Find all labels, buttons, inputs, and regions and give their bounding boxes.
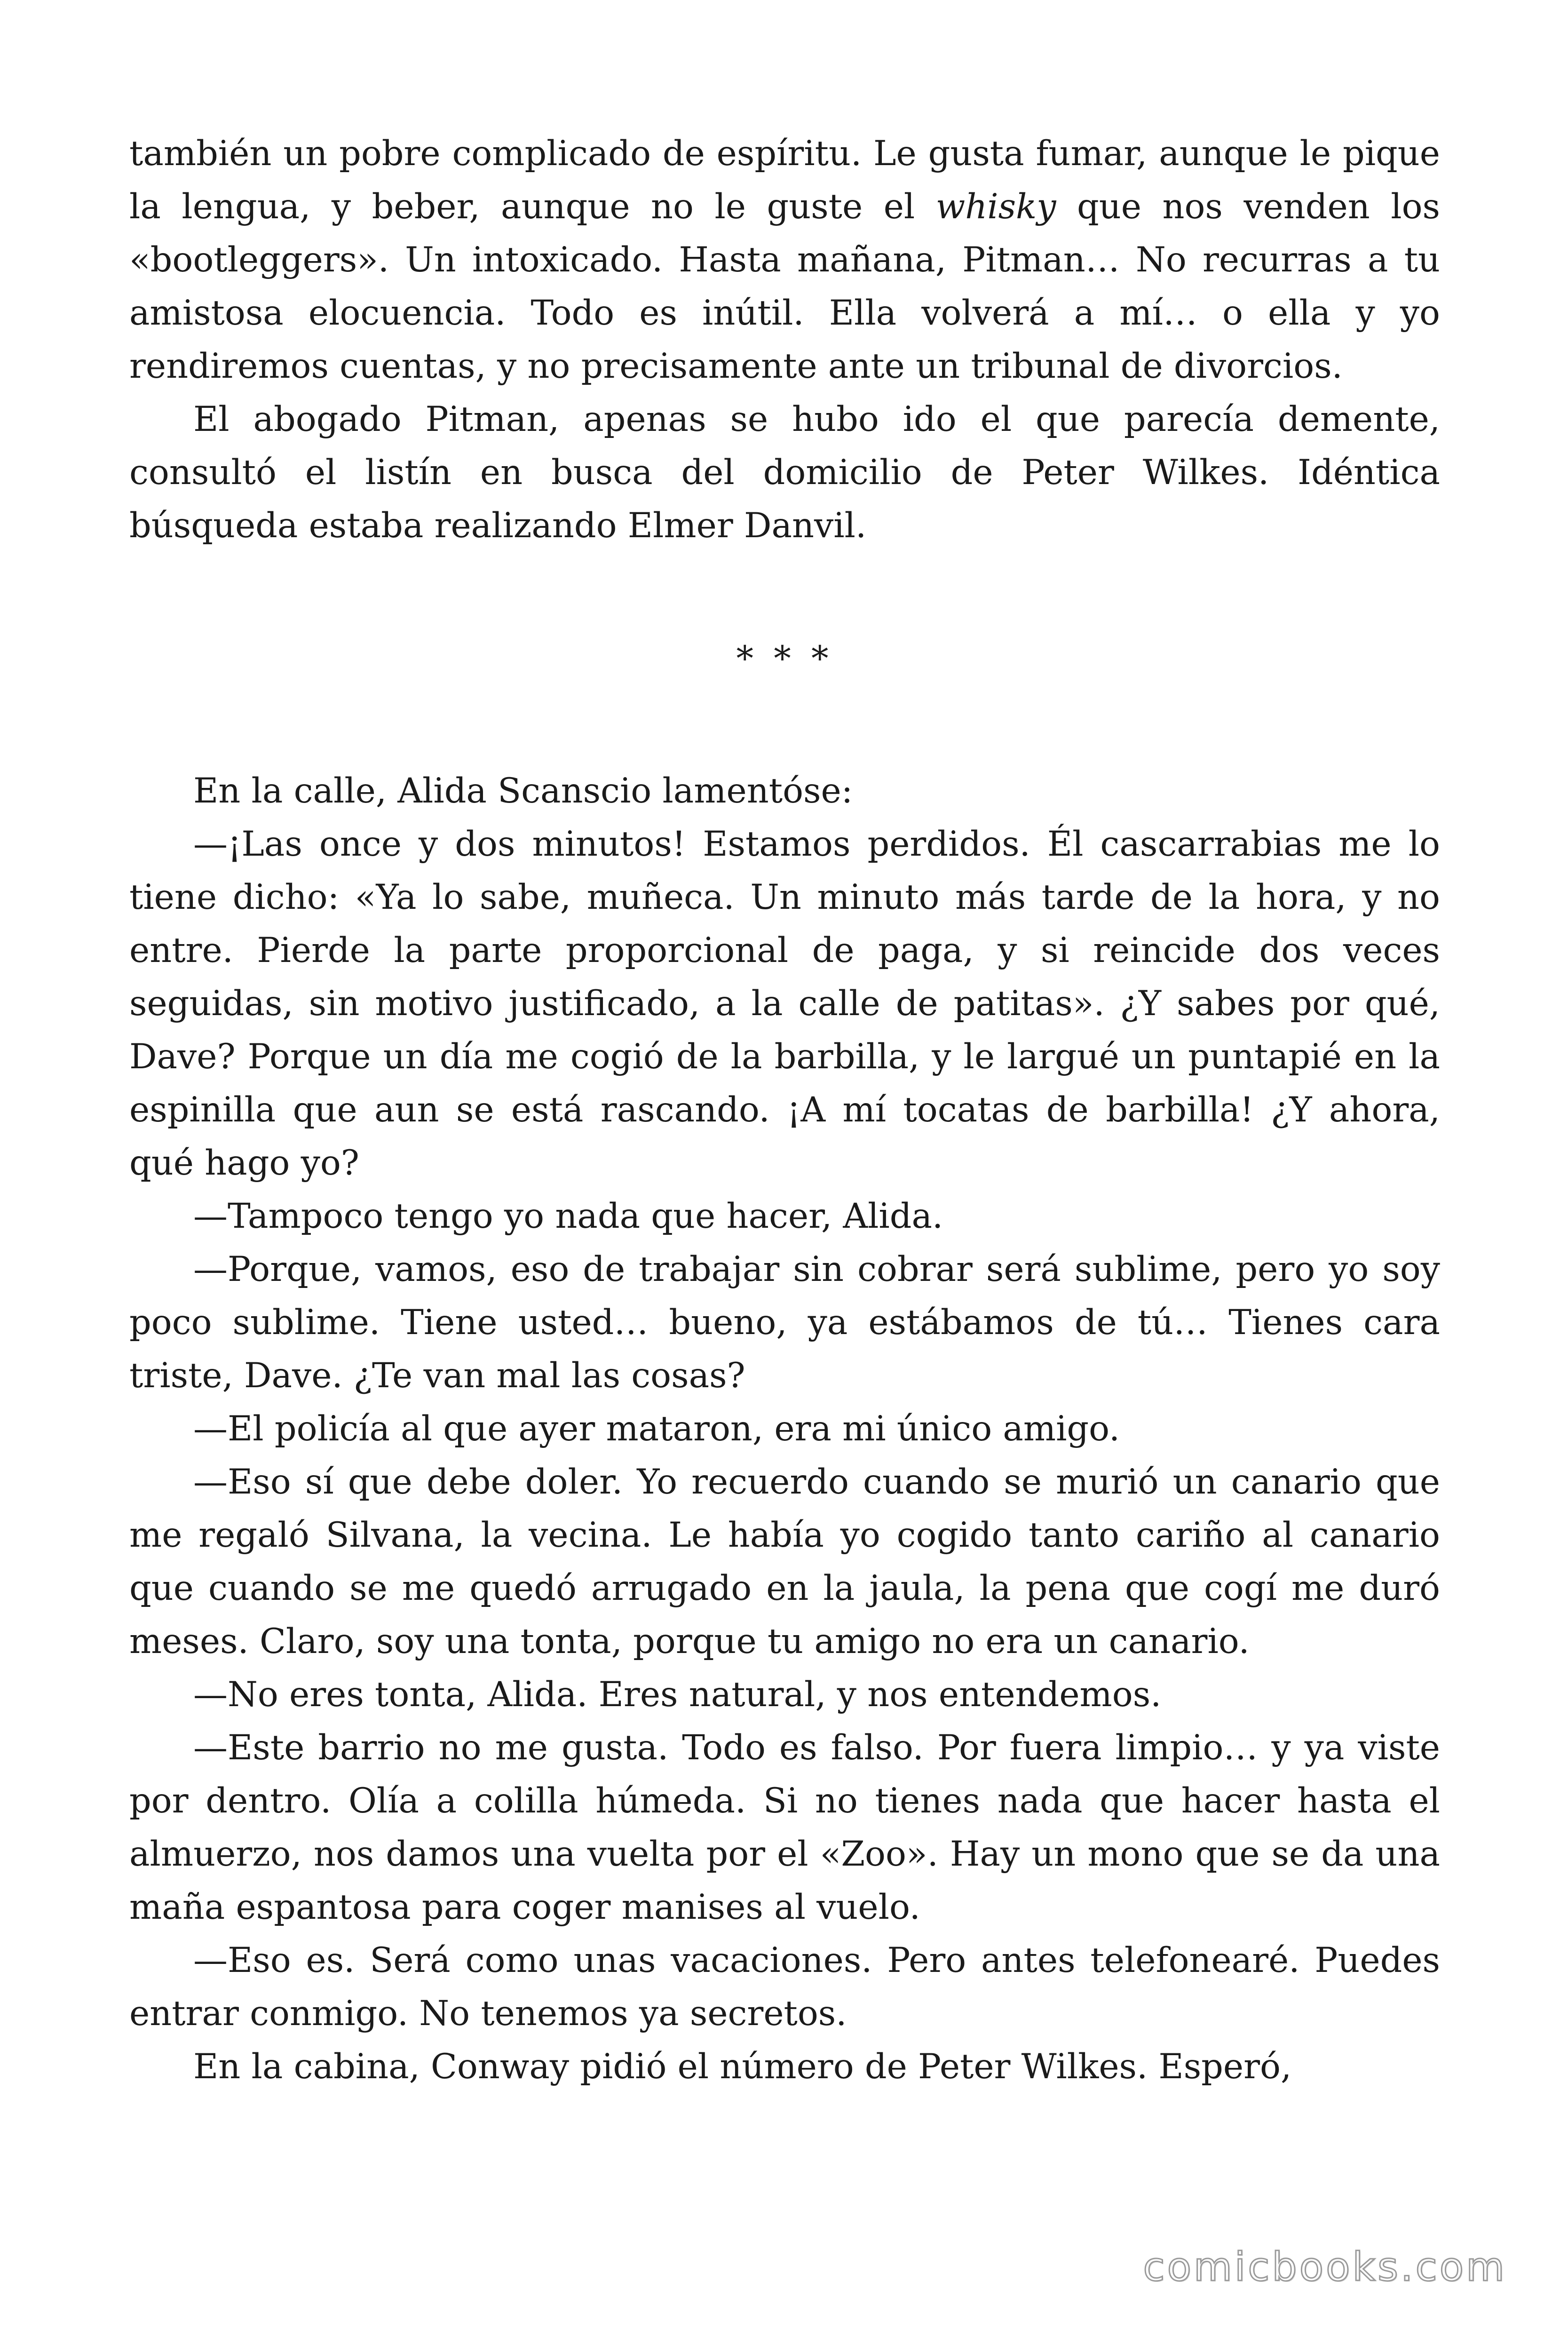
paragraph-1-text-a: también un pobre complicado de espíritu. Le gusta fumar, aunque le pique la lengua, y beber, aunque no le guste el xyxy=(129,134,1440,227)
paragraph-1 xyxy=(129,127,1440,393)
paragraph-7: —El policía al que ayer mataron, era mi único amigo. xyxy=(193,1409,1120,1449)
paragraph-6: —Porque, vamos, eso de trabajar sin cobrar será sublime, pero yo soy poco sublime. Tiene usted… bueno, ya estábamos de tú… Tienes cara triste, Dave. ¿Te van mal las cosas? xyxy=(129,1249,1440,1396)
paragraph-12: En la cabina, Conway pidió el número de Peter Wilkes. Esperó, xyxy=(193,2047,1292,2087)
watermark: comicbooks.com xyxy=(1143,2244,1507,2290)
page-body xyxy=(129,127,1440,2093)
paragraph-9: —No eres tonta, Alida. Eres natural, y nos entendemos. xyxy=(193,1675,1162,1715)
paragraph-1-text-b: que nos venden los «bootleggers». Un intoxicado. Hasta mañana, Pitman… No recurras a tu amistosa elocuencia. Todo es inútil. Ella volverá a mí… o ella y yo rendiremos cuentas, y no precisamente ante un tribunal de divorcios. xyxy=(129,187,1440,386)
section-separator: * * * xyxy=(736,639,833,679)
paragraph-2: El abogado Pitman, apenas se hubo ido el que parecía demente, consultó el listín en busca del domicilio de Peter Wilkes. Idéntica búsqueda estaba realizando Elmer Danvil. xyxy=(129,399,1440,546)
paragraph-1-italic: whisky xyxy=(935,187,1056,227)
paragraph-10: —Este barrio no me gusta. Todo es falso. Por fuera limpio… y ya viste por dentro. Olía a colilla húmeda. Si no tienes nada que hacer hasta el almuerzo, nos damos una vuelta por el «Zoo». Hay un mono que se da una maña espantosa para coger manises al vuelo. xyxy=(129,1728,1440,1927)
paragraph-8: —Eso sí que debe doler. Yo recuerdo cuando se murió un canario que me regaló Silvana, la vecina. Le había yo cogido tanto cariño al canario que cuando se me quedó arrugado en la jaula, la pena que cogí me duró meses. Claro, soy una tonta, porque tu amigo no era un canario. xyxy=(129,1462,1440,1661)
paragraph-5: —Tampoco tengo yo nada que hacer, Alida. xyxy=(193,1196,943,1236)
paragraph-11: —Eso es. Será como unas vacaciones. Pero antes telefonearé. Puedes entrar conmigo. No tenemos ya secretos. xyxy=(129,1940,1440,2034)
paragraph-4: —¡Las once y dos minutos! Estamos perdidos. Él cascarrabias me lo tiene dicho: «Ya lo sabe, muñeca. Un minuto más tarde de la hora, y no entre. Pierde la parte proporcional de paga, y si reincide dos veces seguidas, sin motivo justificado, a la calle de patitas». ¿Y sabes por qué, Dave? Porque un día me cogió de la barbilla, y le largué un puntapié en la espinilla que aun se está rascando. ¡A mí tocatas de barbilla! ¿Y ahora, qué hago yo? xyxy=(129,824,1440,1183)
paragraph-3: En la calle, Alida Scanscio lamentóse: xyxy=(193,771,853,811)
